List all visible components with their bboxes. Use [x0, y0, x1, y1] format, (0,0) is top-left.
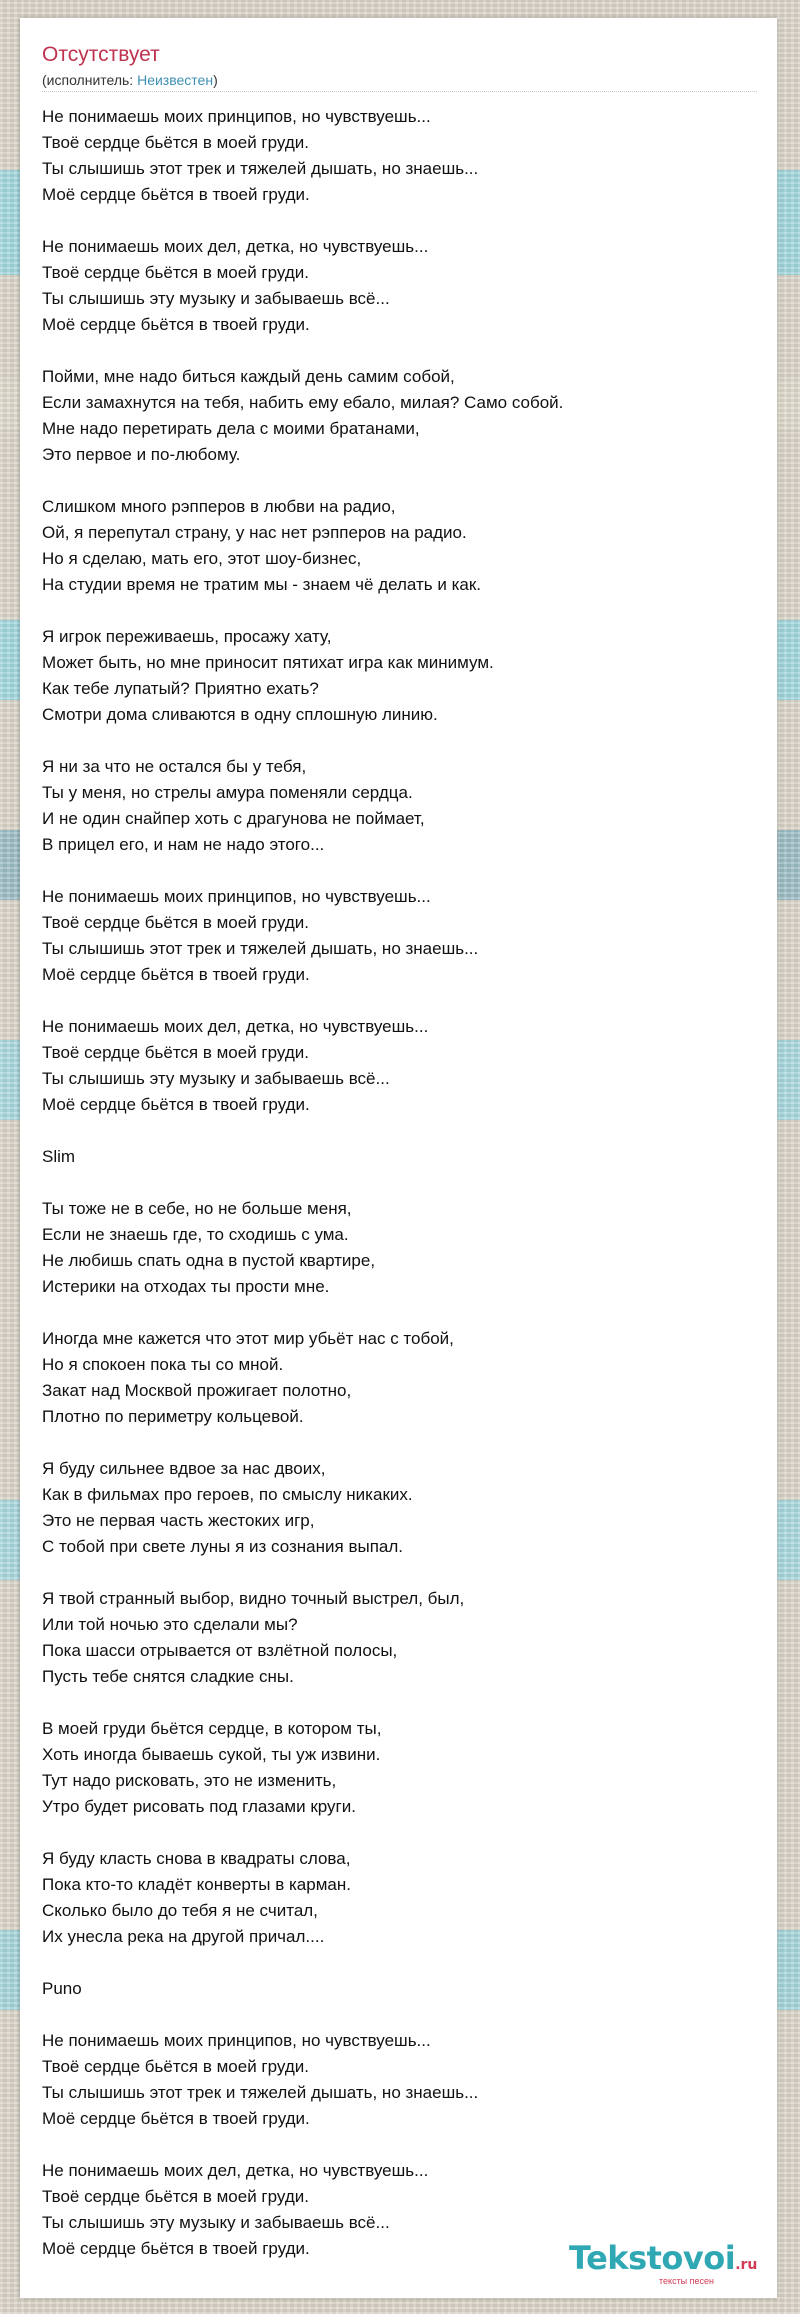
lyrics-line: Не понимаешь моих принципов, но чувствуешь...	[42, 887, 431, 906]
logo-name: Tekstovoi	[569, 2239, 736, 2277]
lyrics-line: Ты у меня, но стрелы амура поменяли сердца.	[42, 783, 413, 802]
lyrics-line: Моё сердце бьётся в твоей груди.	[42, 965, 310, 984]
lyrics-line: Истерики на отходах ты прости мне.	[42, 1277, 330, 1296]
lyrics-line: Пусть тебе снятся сладкие сны.	[42, 1667, 294, 1686]
lyrics-line: Моё сердце бьётся в твоей груди.	[42, 2239, 310, 2258]
lyrics-line: Я буду класть снова в квадраты слова,	[42, 1849, 351, 1868]
lyrics-line: В прицел его, и нам не надо этого...	[42, 835, 325, 854]
lyrics-line: В моей груди бьётся сердце, в котором ты,	[42, 1719, 382, 1738]
lyrics-line: Не понимаешь моих дел, детка, но чувствуешь...	[42, 2161, 429, 2180]
lyrics-line: Или той ночью это сделали мы?	[42, 1615, 298, 1634]
lyrics-line: Моё сердце бьётся в твоей груди.	[42, 185, 310, 204]
lyrics-line: Puno	[42, 1979, 82, 1998]
lyrics-line: Моё сердце бьётся в твоей груди.	[42, 2109, 310, 2128]
site-logo[interactable]	[555, 2238, 775, 2294]
performer-suffix: )	[213, 72, 218, 88]
lyrics-line: Твоё сердце бьётся в моей груди.	[42, 913, 309, 932]
lyrics-line: Моё сердце бьётся в твоей груди.	[42, 1095, 310, 1114]
song-title: Отсутствует	[42, 43, 160, 66]
lyrics-line: Утро будет рисовать под глазами круги.	[42, 1797, 356, 1816]
lyrics-stanza-gap	[42, 1300, 757, 1326]
lyrics-line: Слишком много рэпперов в любви на радио,	[42, 497, 396, 516]
lyrics-line: Твоё сердце бьётся в моей груди.	[42, 263, 309, 282]
logo-tld: .ru	[735, 2257, 758, 2273]
lyrics-stanza-gap	[42, 1690, 757, 1716]
lyrics-line: Сколько было до тебя я не считал,	[42, 1901, 318, 1920]
lyrics-line: На студии время не тратим мы - знаем чё делать и как.	[42, 575, 482, 594]
lyrics-line: Но я сделаю, мать его, этот шоу-бизнес,	[42, 549, 362, 568]
lyrics-stanza-gap	[42, 2002, 757, 2028]
lyrics-line: Иногда мне кажется что этот мир убьёт нас с тобой,	[42, 1329, 454, 1348]
lyrics-stanza-gap	[42, 598, 757, 624]
lyrics-line: Slim	[42, 1147, 76, 1166]
lyrics-line: Не понимаешь моих дел, детка, но чувствуешь...	[42, 1017, 429, 1036]
lyrics-line: Ты слышишь эту музыку и забываешь всё...	[42, 1069, 390, 1088]
lyrics-stanza-gap	[42, 1118, 757, 1144]
lyrics-line: Твоё сердце бьётся в моей груди.	[42, 2187, 309, 2206]
lyrics-stanza-gap	[42, 988, 757, 1014]
lyrics-line: Твоё сердце бьётся в моей груди.	[42, 2057, 309, 2076]
lyrics-line: Я твой странный выбор, видно точный выстрел, был,	[42, 1589, 465, 1608]
lyrics-stanza-gap	[42, 1560, 757, 1586]
lyrics-line: Как тебе лупатый? Приятно ехать?	[42, 679, 319, 698]
lyrics-line: Пойми, мне надо биться каждый день самим собой,	[42, 367, 455, 386]
lyrics-line: Мне надо перетирать дела с моими братанами,	[42, 419, 420, 438]
lyrics-line: Если не знаешь где, то сходишь с ума.	[42, 1225, 349, 1244]
lyrics-line: Твоё сердце бьётся в моей груди.	[42, 133, 309, 152]
lyrics-line: Закат над Москвой прожигает полотно,	[42, 1381, 352, 1400]
performer-line	[42, 71, 218, 89]
lyrics-stanza-gap	[42, 728, 757, 754]
lyrics-line: Я ни за что не остался бы у тебя,	[42, 757, 307, 776]
title-divider	[42, 91, 757, 92]
lyrics-line: Хоть иногда бываешь сукой, ты уж извини.	[42, 1745, 381, 1764]
lyrics-line: Если замахнутся на тебя, набить ему ебало, милая? Само собой.	[42, 393, 564, 412]
lyrics-stanza-gap	[42, 468, 757, 494]
lyrics-stanza-gap	[42, 1170, 757, 1196]
performer-prefix: (исполнитель:	[42, 72, 138, 88]
lyrics-line: Пока шасси отрывается от взлётной полосы,	[42, 1641, 398, 1660]
lyrics-line: Их унесла река на другой причал....	[42, 1927, 325, 1946]
performer-link[interactable]: Неизвестен	[137, 72, 214, 88]
lyrics-stanza-gap	[42, 2132, 757, 2158]
lyrics-line: Ой, я перепутал страну, у нас нет рэпперов на радио.	[42, 523, 467, 542]
lyrics-line: Не понимаешь моих принципов, но чувствуешь...	[42, 2031, 431, 2050]
lyrics-line: Ты слышишь этот трек и тяжелей дышать, но знаешь...	[42, 2083, 479, 2102]
lyrics-line: Смотри дома сливаются в одну сплошную линию.	[42, 705, 438, 724]
lyrics-line: И не один снайпер хоть с драгунова не поймает,	[42, 809, 425, 828]
lyrics-stanza-gap	[42, 1820, 757, 1846]
lyrics-line: Ты слышишь этот трек и тяжелей дышать, но знаешь...	[42, 939, 479, 958]
lyrics-line: Может быть, но мне приносит пятихат игра как минимум.	[42, 653, 494, 672]
lyrics-stanza-gap	[42, 1950, 757, 1976]
lyrics-line: Плотно по периметру кольцевой.	[42, 1407, 304, 1426]
lyrics-line: Тут надо рисковать, это не изменить,	[42, 1771, 337, 1790]
lyrics-line: С тобой при свете луны я из сознания выпал.	[42, 1537, 403, 1556]
lyrics-line: Но я спокоен пока ты со мной.	[42, 1355, 284, 1374]
lyrics-line: Это первое и по-любому.	[42, 445, 241, 464]
lyrics-line: Моё сердце бьётся в твоей груди.	[42, 315, 310, 334]
lyrics-stanza-gap	[42, 338, 757, 364]
logo-tagline: тексты песен	[659, 2276, 715, 2286]
lyrics-line: Я игрок переживаешь, просажу хату,	[42, 627, 332, 646]
lyrics-stanza-gap	[42, 858, 757, 884]
lyrics-line: Как в фильмах про героев, по смыслу никаких.	[42, 1485, 413, 1504]
lyrics-line: Это не первая часть жестоких игр,	[42, 1511, 315, 1530]
lyrics-line: Не понимаешь моих принципов, но чувствуешь...	[42, 107, 431, 126]
lyrics-line: Ты слышишь этот трек и тяжелей дышать, но знаешь...	[42, 159, 479, 178]
lyrics-line: Ты тоже не в себе, но не больше меня,	[42, 1199, 352, 1218]
lyrics-stanza-gap	[42, 1430, 757, 1456]
lyrics-line: Не понимаешь моих дел, детка, но чувствуешь...	[42, 237, 429, 256]
lyrics-line: Я буду сильнее вдвое за нас двоих,	[42, 1459, 326, 1478]
lyrics-stanza-gap	[42, 208, 757, 234]
lyrics-line: Пока кто-то кладёт конверты в карман.	[42, 1875, 351, 1894]
lyrics-card	[20, 18, 777, 2298]
lyrics-text	[42, 104, 757, 2262]
lyrics-line: Ты слышишь эту музыку и забываешь всё...	[42, 2213, 390, 2232]
lyrics-line: Твоё сердце бьётся в моей груди.	[42, 1043, 309, 1062]
lyrics-line: Не любишь спать одна в пустой квартире,	[42, 1251, 376, 1270]
lyrics-line: Ты слышишь эту музыку и забываешь всё...	[42, 289, 390, 308]
